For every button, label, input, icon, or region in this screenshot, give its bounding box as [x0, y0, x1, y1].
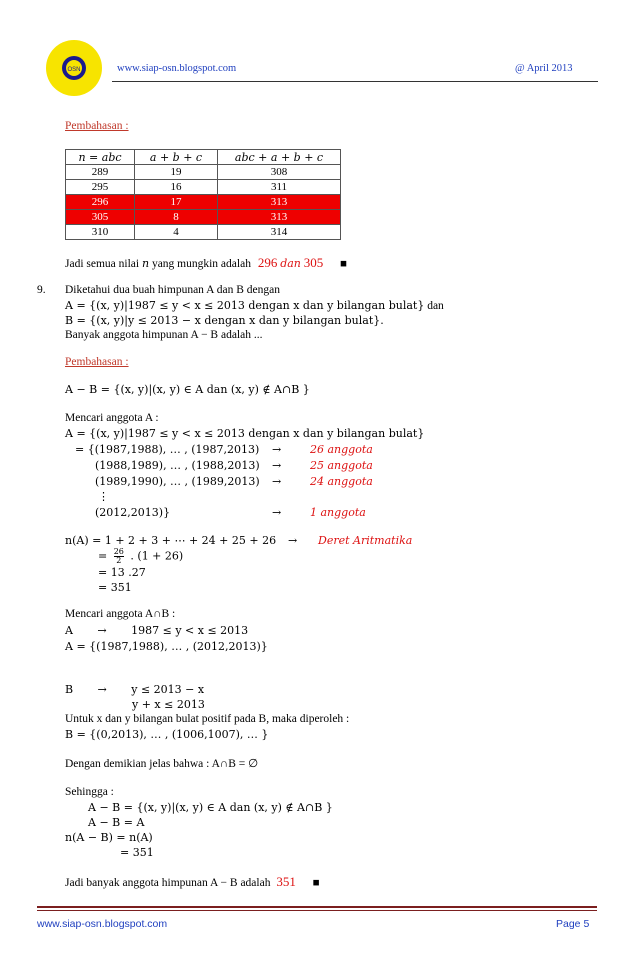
- table-cell: 17: [135, 195, 218, 210]
- enum-row-arrow: →: [272, 459, 282, 472]
- count-line: n(A) = 1 + 2 + 3 + ⋯ + 24 + 25 + 26: [65, 534, 277, 547]
- table-cell: 314: [218, 225, 341, 240]
- table-cell: 289: [66, 165, 135, 180]
- solution-line: A − B = {(x, y)|(x, y) ∈ A dan (x, y) ∉ A∩B }: [65, 383, 310, 396]
- section-heading: Pembahasan :: [65, 356, 129, 368]
- solution-line: Dengan demikian jelas bahwa : A∩B = ∅: [65, 758, 259, 770]
- conclusion-text: Jadi semua nilai: [65, 258, 140, 270]
- solution-line: Mencari anggota A∩B :: [65, 608, 176, 620]
- table-cell: 313: [218, 210, 341, 225]
- solution-line: Mencari anggota A :: [65, 412, 159, 424]
- count-line: = 351: [98, 581, 132, 594]
- table-cell: 4: [135, 225, 218, 240]
- set-b-def: B = {(x, y)|y ≤ 2013 − x dengan x dan y bilangan bulat}.: [65, 314, 384, 327]
- answer-value: 296: [257, 255, 278, 270]
- table-cell: 295: [66, 180, 135, 195]
- enum-row-arrow: →: [272, 506, 282, 519]
- table-row-highlighted: [66, 210, 341, 225]
- table-row-highlighted: [66, 195, 341, 210]
- table-cell: 313: [218, 195, 341, 210]
- solution-line: B = {(0,2013), … , (1006,1007), … }: [65, 728, 269, 741]
- series-label: Deret Aritmatika: [318, 534, 413, 547]
- count-line: = 13 .27: [98, 566, 146, 579]
- solution-line: = 351: [120, 846, 154, 859]
- page-number: Page 5: [556, 918, 590, 930]
- enum-row-count: 24 anggota: [310, 475, 373, 488]
- enum-ellipsis: ⋮: [98, 490, 109, 503]
- enum-row-left: (1988,1989), … , (1988,2013): [95, 459, 260, 472]
- table-cell: 16: [135, 180, 218, 195]
- table-header: a + b + c: [135, 150, 218, 165]
- problem-question: Banyak anggota himpunan A − B adalah ...: [65, 329, 263, 341]
- solution-line: A − B = {(x, y)|(x, y) ∈ A dan (x, y) ∉ A∩B }: [88, 801, 333, 814]
- enum-row-left: (2012,2013)}: [95, 506, 171, 519]
- table-cell: 19: [135, 165, 218, 180]
- header-site-link[interactable]: www.siap-osn.blogspot.com: [117, 63, 237, 74]
- fraction: [114, 548, 124, 565]
- fraction-rest: . (1 + 26): [130, 549, 184, 563]
- solution-line: A = {(x, y)|1987 ≤ y < x ≤ 2013 dengan x dan y bilangan bulat}: [65, 427, 425, 440]
- final-text: Jadi banyak anggota himpunan A − B adalah: [65, 877, 271, 889]
- footer-divider: [37, 906, 597, 908]
- count-arrow: →: [288, 534, 298, 547]
- table-cell: 305: [66, 210, 135, 225]
- fraction-denominator: 2: [116, 556, 122, 565]
- enum-row-arrow: →: [272, 443, 282, 456]
- enum-row-left: = {(1987,1988), … , (1987,2013): [75, 443, 260, 456]
- solution-line: A − B = A: [88, 816, 145, 829]
- eq-sign: =: [98, 549, 108, 563]
- table-cell: 311: [218, 180, 341, 195]
- solution-line: y + x ≤ 2013: [132, 698, 205, 711]
- final-answer-line: [65, 874, 320, 890]
- solution-line: n(A − B) = n(A): [65, 831, 153, 844]
- problem-line: Diketahui dua buah himpunan A dan B dengan: [65, 284, 280, 296]
- table-cell: 296: [66, 195, 135, 210]
- enum-row-count: 26 anggota: [310, 443, 373, 456]
- footer-site-link[interactable]: www.siap-osn.blogspot.com: [37, 918, 168, 930]
- problem-line: [65, 299, 444, 312]
- qed-mark: ■: [312, 877, 320, 889]
- section-heading: Pembahasan :: [65, 120, 129, 132]
- final-value: 351: [276, 874, 296, 889]
- problem-conj: dan: [427, 300, 444, 312]
- solution-line: A = {(1987,1988), … , (2012,2013)}: [65, 640, 268, 653]
- answer-conj: dan: [280, 257, 301, 270]
- fraction-numerator: 26: [113, 547, 124, 556]
- qed-mark: ■: [340, 258, 348, 270]
- logo-text: OSN: [67, 67, 81, 73]
- count-line: [98, 548, 183, 565]
- table-cell: 8: [135, 210, 218, 225]
- set-a-def: A = {(x, y)|1987 ≤ y < x ≤ 2013 dengan x dan y bilangan bulat}: [65, 299, 425, 312]
- solution-line: Untuk x dan y bilangan bulat positif pada B, maka diperoleh :: [65, 713, 350, 725]
- footer-divider: [37, 910, 597, 911]
- enum-row-count: 25 anggota: [310, 459, 373, 472]
- table-row: [66, 225, 341, 240]
- enum-row-count: 1 anggota: [310, 506, 366, 519]
- conclusion-line: [65, 255, 347, 271]
- problem-number: 9.: [37, 284, 46, 296]
- table-row: [66, 165, 341, 180]
- solution-line: Sehingga :: [65, 786, 114, 798]
- table-header-row: [66, 150, 341, 165]
- solution-line: A → 1987 ≤ y < x ≤ 2013: [65, 624, 249, 637]
- header-date: @ April 2013: [515, 63, 573, 74]
- enum-row-left: (1989,1990), … , (1989,2013): [95, 475, 260, 488]
- table-cell: 310: [66, 225, 135, 240]
- conclusion-text: yang mungkin adalah: [151, 258, 251, 270]
- osn-logo: [44, 38, 104, 98]
- table-header: abc + a + b + c: [218, 150, 341, 165]
- table-row: [66, 180, 341, 195]
- candidate-table: [65, 149, 341, 240]
- table-cell: 308: [218, 165, 341, 180]
- enum-row-arrow: →: [272, 475, 282, 488]
- answer-value: 305: [303, 255, 324, 270]
- solution-line: B → y ≤ 2013 − x: [65, 683, 205, 696]
- table-header: n = abc: [66, 150, 135, 165]
- conclusion-var: n: [141, 257, 150, 270]
- header-divider: [112, 81, 598, 82]
